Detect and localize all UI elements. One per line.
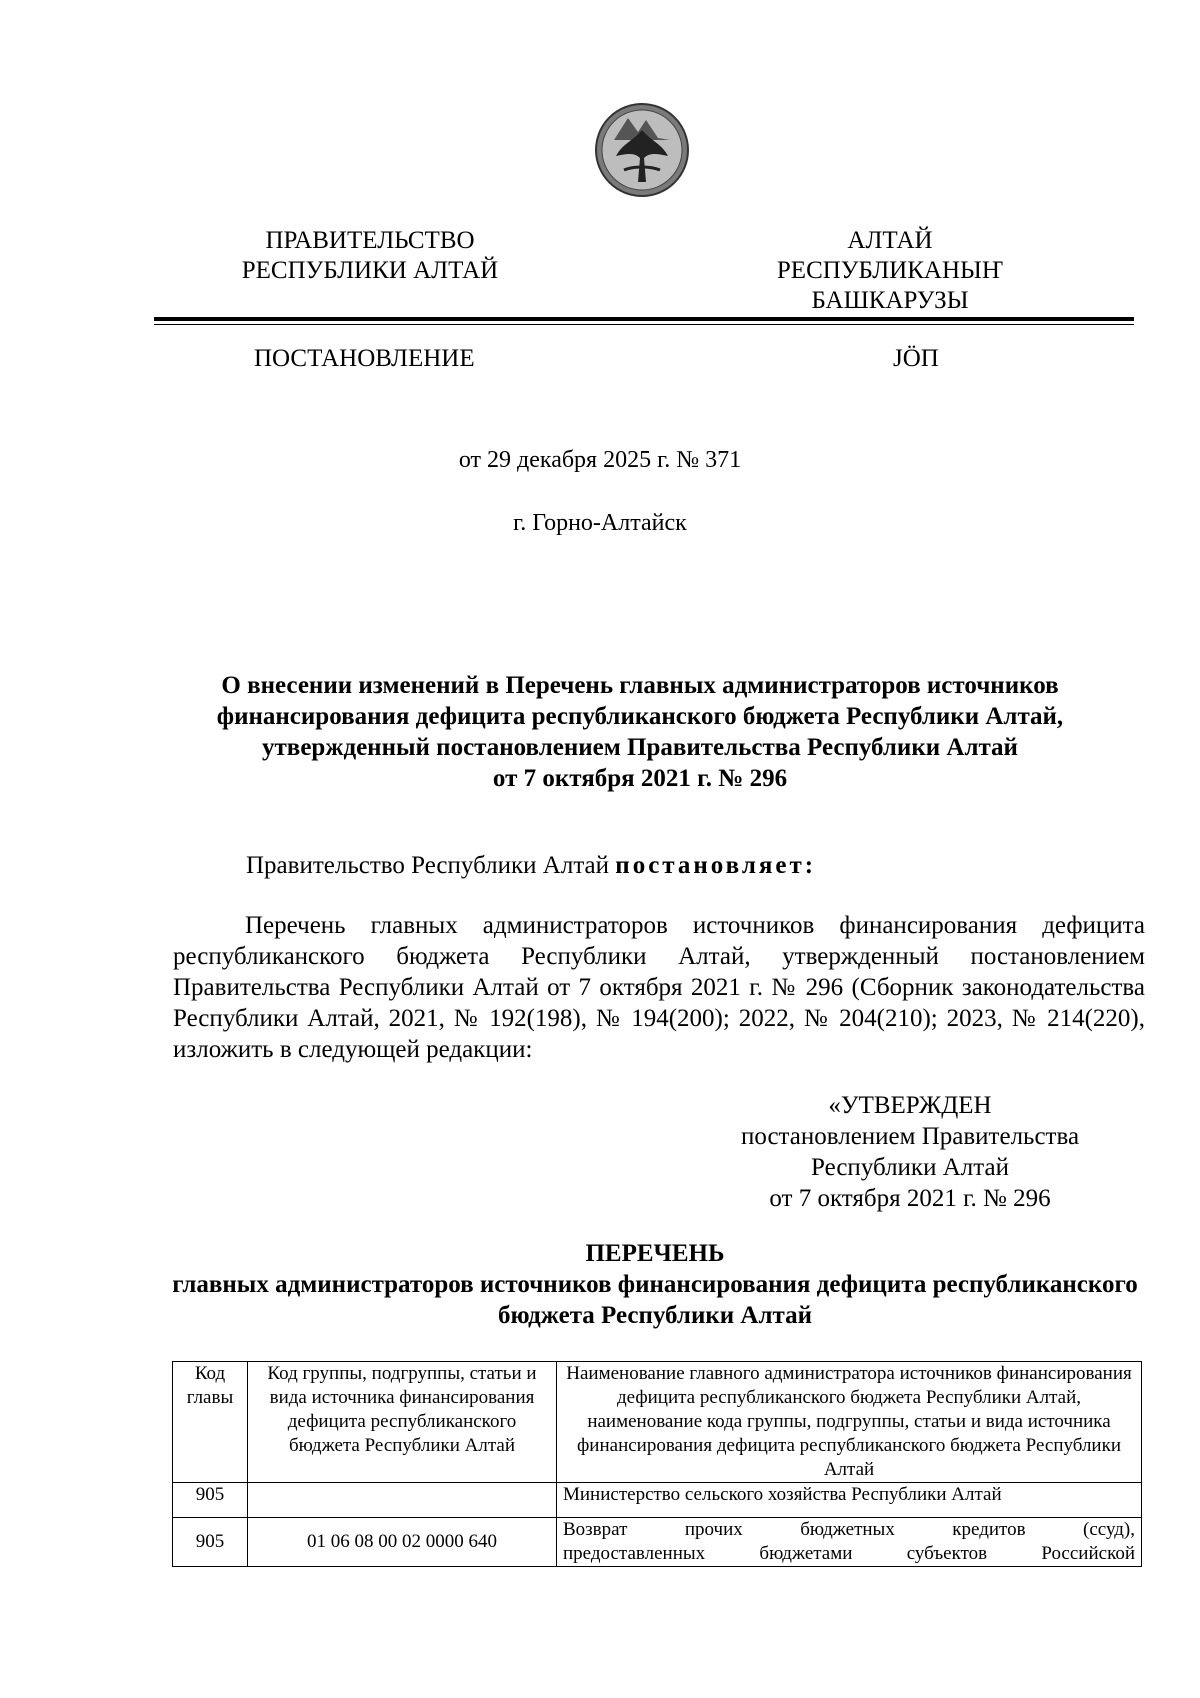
cell-code: 01 06 08 00 02 0000 640 xyxy=(248,1518,557,1567)
date-number: от 29 декабря 2025 г. № 371 xyxy=(458,447,742,473)
decree-line xyxy=(246,852,816,880)
approved-line3: Республики Алтай xyxy=(811,1154,1009,1181)
decree-word: постановляет: xyxy=(615,852,817,879)
header-chapter-code: Код главы xyxy=(173,1362,248,1483)
coat-of-arms-emblem xyxy=(594,100,690,200)
cell-code xyxy=(248,1483,557,1518)
title-line3: утвержденный постановлением Правительства Республики Алтай xyxy=(262,734,1018,761)
gov-alt-line1: АЛТАЙ РЕСПУБЛИКАНЫҤ xyxy=(776,227,1004,284)
doc-type-alt: JÖП xyxy=(893,345,939,372)
body-paragraph: Перечень главных администраторов источников финансирования дефицита республиканского бюджета Республики Алтай, утвержденный постановлением Правительства Республики Алтай от 7 октября 2021 г. № 296 (Сборник законодательства Республики Алтай, 2021, № 192(198), № 194(200); 2022, № 204(210); 2023, № 214(220), изложить в следующей редакции: xyxy=(173,912,1145,1063)
list-sub-line2: бюджета Республики Алтай xyxy=(497,1302,812,1329)
list-heading: ПЕРЕЧЕНЬ xyxy=(585,1240,725,1267)
header-divider-thin xyxy=(154,324,1134,325)
government-name-alt xyxy=(740,226,1040,316)
document-title xyxy=(190,670,1090,794)
table-header-row xyxy=(173,1362,1142,1483)
list-sub-line1: главных администраторов источников финансирования дефицита республиканского xyxy=(172,1271,1138,1298)
approved-line1: «УТВЕРЖДЕН xyxy=(828,1092,992,1119)
cell-name: Министерство сельского хозяйства Республики Алтай xyxy=(557,1483,1142,1518)
title-line2: финансирования дефицита республиканского бюджета Республики Алтай, xyxy=(216,703,1064,730)
title-line1: О внесении изменений в Перечень главных администраторов источников xyxy=(221,672,1059,699)
header-group-code: Код группы, подгруппы, статьи и вида источника финансирования дефицита республиканского бюджета Республики Алтай xyxy=(248,1362,557,1483)
approval-stamp xyxy=(700,1090,1120,1214)
government-name-ru xyxy=(220,226,520,286)
gov-ru-line2: РЕСПУБЛИКИ АЛТАЙ xyxy=(241,257,499,284)
cell-chapter: 905 xyxy=(173,1483,248,1518)
gov-alt-line2: БАШКАРУЗЫ xyxy=(811,287,969,314)
gov-ru-line1: ПРАВИТЕЛЬСТВО xyxy=(265,227,475,254)
header-divider-thick xyxy=(154,317,1134,321)
list-title xyxy=(170,1238,1140,1331)
header-administrator-name: Наименование главного администратора источников финансирования дефицита республиканского бюджета Республики Алтай, наименование кода группы, подгруппы, статьи и вида источника финансирования дефицита республиканского бюджета Республики Алтай xyxy=(557,1362,1142,1483)
administrators-table xyxy=(172,1361,1142,1567)
cell-chapter: 905 xyxy=(173,1518,248,1567)
approved-line4: от 7 октября 2021 г. № 296 xyxy=(769,1185,1051,1212)
title-line4: от 7 октября 2021 г. № 296 xyxy=(492,765,788,792)
cell-name xyxy=(557,1518,1142,1567)
city: г. Горно-Алтайск xyxy=(513,510,687,536)
decree-prefix: Правительство Республики Алтай xyxy=(246,852,616,879)
cell-name-line2: предоставленных бюджетами субъектов Российской xyxy=(563,1543,1135,1564)
table-row xyxy=(173,1518,1142,1567)
table-row xyxy=(173,1483,1142,1518)
doc-type-ru: ПОСТАНОВЛЕНИЕ xyxy=(254,345,475,372)
approved-line2: постановлением Правительства xyxy=(740,1123,1080,1150)
cell-name-line1: Возврат прочих бюджетных кредитов (ссуд), xyxy=(563,1519,1135,1540)
